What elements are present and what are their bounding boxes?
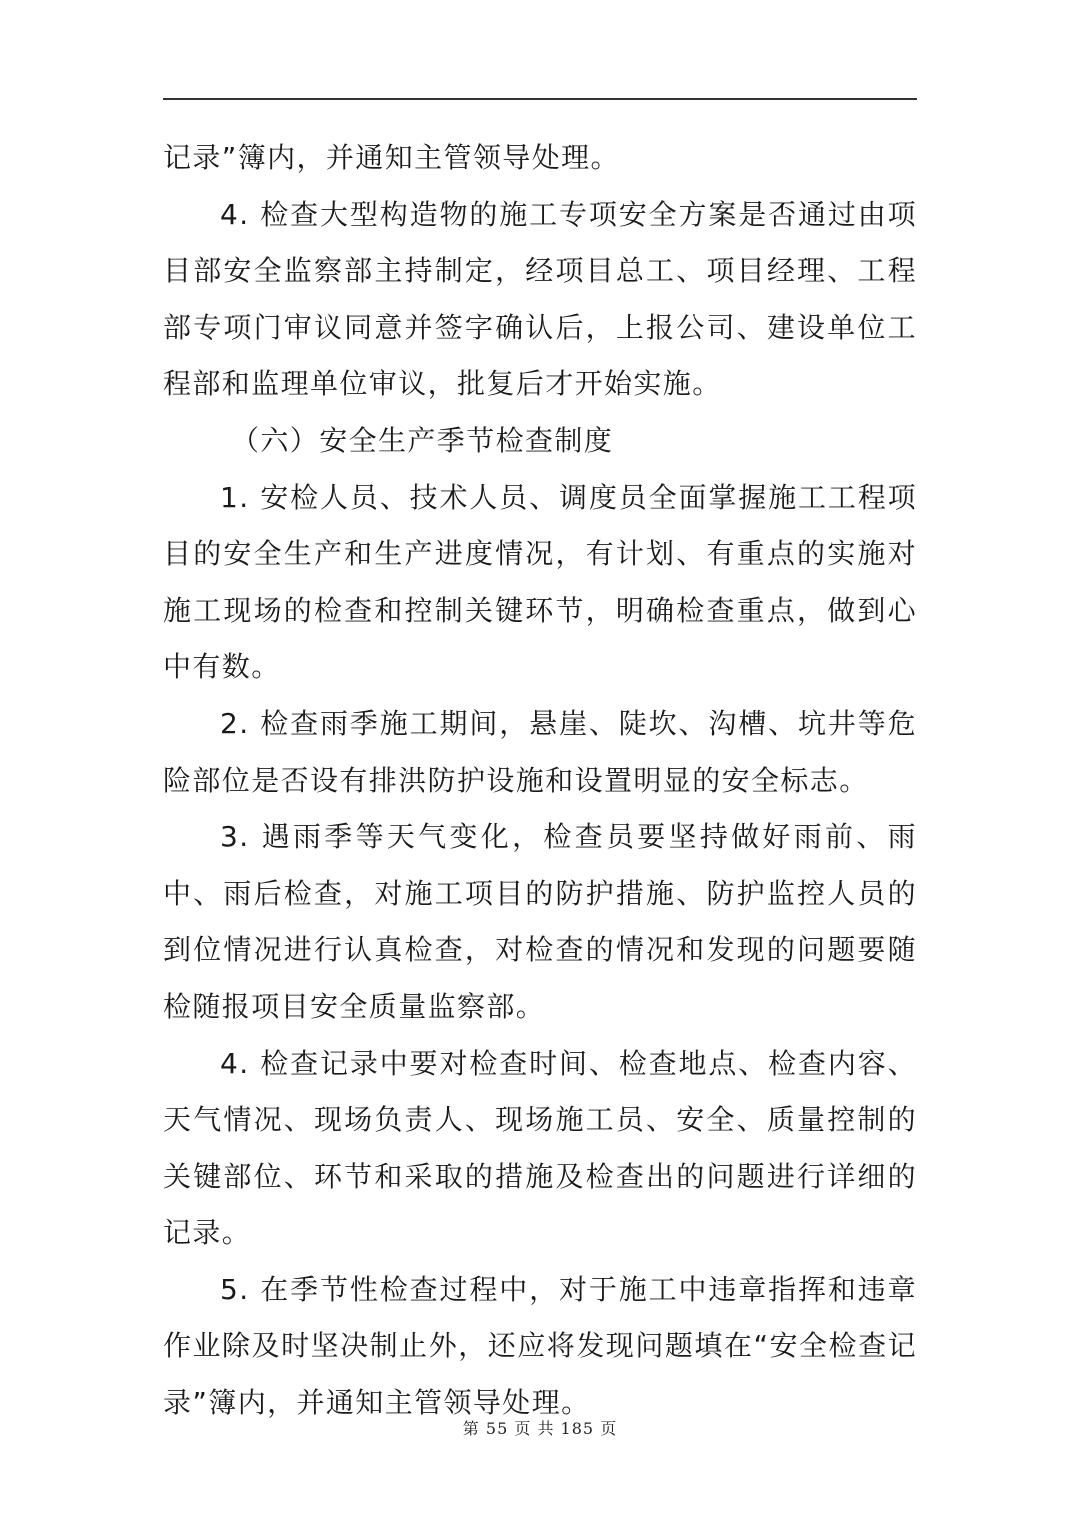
paragraph-item-1: 1. 安检人员、技术人员、调度员全面掌握施工工程项目的安全生产和生产进度情况，有计划、有重点的实施对施工现场的检查和控制关键环节，明确检查重点，做到心中有数。 [163, 480, 917, 684]
paragraph-item-5: 5. 在季节性检查过程中，对于施工中违章指挥和违章作业除及时坚决制止外，还应将发现问题填在“安全检查记录”簿内，并通知主管领导处理。 [163, 1272, 917, 1420]
paragraph-item-2: 2. 检查雨季施工期间，悬崖、陡坎、沟槽、坑井等危险部位是否设有排洪防护设施和设置明显的安全标志。 [163, 706, 917, 797]
footer-page-number: 55 [485, 1419, 509, 1438]
paragraph-item-4b: 4. 检查记录中要对检查时间、检查地点、检查内容、天气情况、现场负责人、现场施工员、安全、质量控制的关键部位、环节和采取的措施及检查出的问题进行详细的记录。 [163, 1046, 917, 1250]
paragraph-item-4: 4. 检查大型构造物的施工专项安全方案是否通过由项目部安全监察部主持制定，经项目总工、项目经理、工程部专项门审议同意并签字确认后，上报公司、建设单位工程部和监理单位审议，批复后才开始实施。 [163, 197, 917, 401]
document-body [163, 130, 917, 1432]
footer-mid: 页 共 [514, 1419, 555, 1438]
footer-prefix: 第 [462, 1419, 480, 1438]
footer-suffix: 页 [600, 1419, 618, 1438]
page-footer [0, 1416, 1080, 1439]
header-rule [163, 98, 917, 100]
paragraph-continuation: 记录”簿内，并通知主管领导处理。 [163, 141, 620, 174]
section-heading: （六）安全生产季节检查制度 [231, 423, 614, 457]
footer-total-pages: 185 [560, 1419, 595, 1438]
paragraph-item-3: 3. 遇雨季等天气变化，检查员要坚持做好雨前、雨中、雨后检查，对施工项目的防护措施、防护监控人员的到位情况进行认真检查，对检查的情况和发现的问题要随检随报项目安全质量监察部。 [163, 820, 917, 1023]
